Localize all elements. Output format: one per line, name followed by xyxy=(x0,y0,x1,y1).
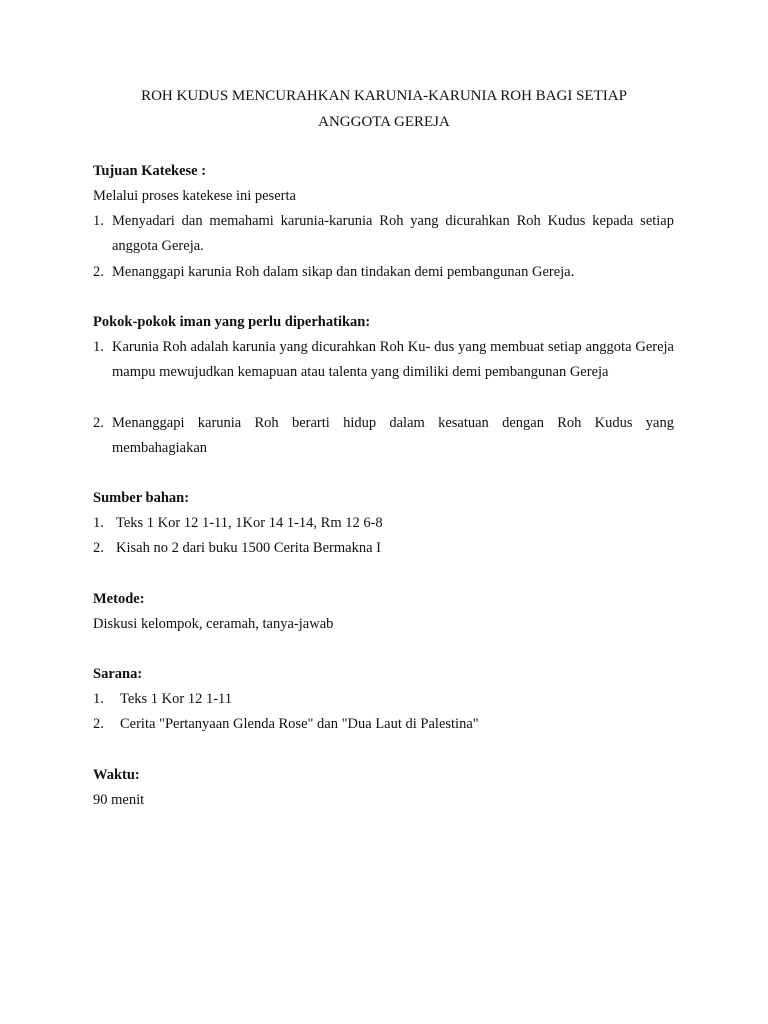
waktu-text: 90 menit xyxy=(93,792,145,808)
sarana-item-2-number: 2. xyxy=(93,716,104,732)
metode-text: Diskusi kelompok, ceramah, tanya-jawab xyxy=(93,616,334,632)
sumber-heading: Sumber bahan: xyxy=(93,490,190,506)
sarana-item-1-number: 1. xyxy=(93,691,104,707)
pokok-item-2-number: 2. xyxy=(93,415,104,431)
tujuan-item-1-text: Menyadari dan memahami karunia-karunia Roh yang dicurahkan Roh Kudus kepada setiap anggota Gereja. xyxy=(112,213,674,254)
pokok-item-1-text: Karunia Roh adalah karunia yang dicurahkan Roh Ku- dus yang membuat setiap anggota Gereja mampu mewujudkan kemapuan atau talenta yang dimiliki demi pembangunan Gereja xyxy=(112,339,674,380)
pokok-item-1-number: 1. xyxy=(93,339,104,355)
sumber-item-2-number: 2. xyxy=(93,540,104,556)
tujuan-intro: Melalui proses katekese ini peserta xyxy=(93,188,296,204)
sarana-item-1-text: Teks 1 Kor 12 1-11 xyxy=(120,691,233,707)
sumber-item-1-text: Teks 1 Kor 12 1-11, 1Kor 14 1-14, Rm 12 6-8 xyxy=(116,515,383,531)
pokok-heading: Pokok-pokok iman yang perlu diperhatikan: xyxy=(93,314,371,330)
tujuan-item-2-number: 2. xyxy=(93,264,104,280)
metode-heading: Metode: xyxy=(93,591,145,607)
document-title-line-1: ROH KUDUS MENCURAHKAN KARUNIA-KARUNIA ROH BAGI SETIAP xyxy=(141,88,627,104)
pokok-item-2-text: Menanggapi karunia Roh berarti hidup dalam kesatuan dengan Roh Kudus yang membahagiakan xyxy=(112,415,674,456)
tujuan-heading: Tujuan Katekese : xyxy=(93,163,207,179)
tujuan-item-2-text: Menanggapi karunia Roh dalam sikap dan tindakan demi pembangunan Gereja. xyxy=(112,264,575,280)
sarana-item-2-text: Cerita "Pertanyaan Glenda Rose" dan "Dua Laut di Palestina" xyxy=(120,716,479,732)
sarana-heading: Sarana: xyxy=(93,666,143,682)
waktu-heading: Waktu: xyxy=(93,767,140,783)
sumber-item-1-number: 1. xyxy=(93,515,104,531)
sumber-item-2-text: Kisah no 2 dari buku 1500 Cerita Bermakna I xyxy=(116,540,381,556)
tujuan-item-1-number: 1. xyxy=(93,213,104,229)
document-title-line-2: ANGGOTA GEREJA xyxy=(318,114,450,130)
